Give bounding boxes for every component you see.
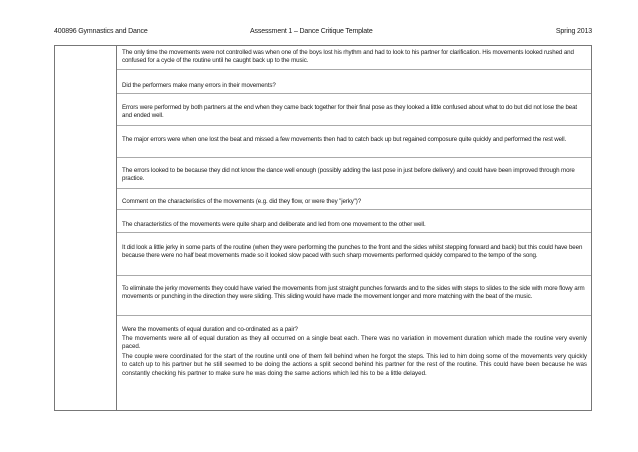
paragraph-eliminate-jerky: To eliminate the jerky movements they could have varied the movements from just straight punches forwards and to the sides with steps to slides to the side with more flowy arm movements or punching in the direction they were sliding. This sliding would have made the movement longer and more matching with the beat of the music.: [117, 285, 591, 316]
paragraph-jerky: It did look a little jerky in some parts of the routine (when they were performing the punches to the front and the sides whilst stepping forward and back) but this could have been because there were no half beat movements made so it looked slow paced with such sharp movements performed quickly compared to the tempo of the song.: [117, 244, 591, 276]
paragraph-control: The only time the movements were not controlled was when one of the boys lost his rhythm and had to look to his partner for clarification. His movements looked rushed and confused for a cycle of the routine until he caught back up to the music.: [117, 49, 591, 70]
paragraph-duration: The movements were all of equal duration as they all occurred on a single beat each. There was no variation in movement duration which made the routine very evenly paced.: [122, 335, 587, 351]
paragraph-errors-end: Errors were performed by both partners at the end when they came back together for their final pose as they looked a little confused about what to do but did not lose the beat and ended well.: [117, 104, 591, 126]
document-title: Assessment 1 – Dance Critique Template: [250, 28, 373, 35]
semester-label: Spring 2013: [555, 28, 592, 35]
critique-table: [54, 45, 592, 411]
paragraph-error-cause: The errors looked to be because they did not know the dance well enough (possibly adding the last pose in just before delivery) and could have been improved through more practice.: [117, 167, 591, 189]
page-header: [54, 26, 592, 38]
paragraph-major-errors: The major errors were when one lost the beat and missed a few movements then had to catch back up but regained composure quite quickly and performed the rest well.: [117, 136, 591, 158]
question-characteristics: Comment on the characteristics of the movements (e.g. did they flow, or were they "jerky")?: [117, 198, 591, 210]
question-duration: Were the movements of equal duration and co-ordinated as a pair?: [122, 326, 298, 333]
course-code: 400896 Gymnastics and Dance: [54, 28, 148, 35]
question-errors: Did the performers make many errors in their movements?: [117, 82, 591, 94]
paragraph-characteristics: The characteristics of the movements were quite sharp and deliberate and led from one movement to the other well.: [117, 221, 591, 233]
paragraph-coordination: The couple were coordinated for the start of the routine until one of them fell behind when he forgot the steps. This led to him doing some of the movements very quickly to catch up to his partner but he still seemed to be doing the actions a split second behind his partner for the rest of the routine. This could have been because he was constantly checking his partner to make sure he was doing the same actions which led his to be a little delayed.: [122, 353, 587, 377]
table-content-column: [117, 46, 591, 410]
table-label-column: [55, 46, 117, 410]
